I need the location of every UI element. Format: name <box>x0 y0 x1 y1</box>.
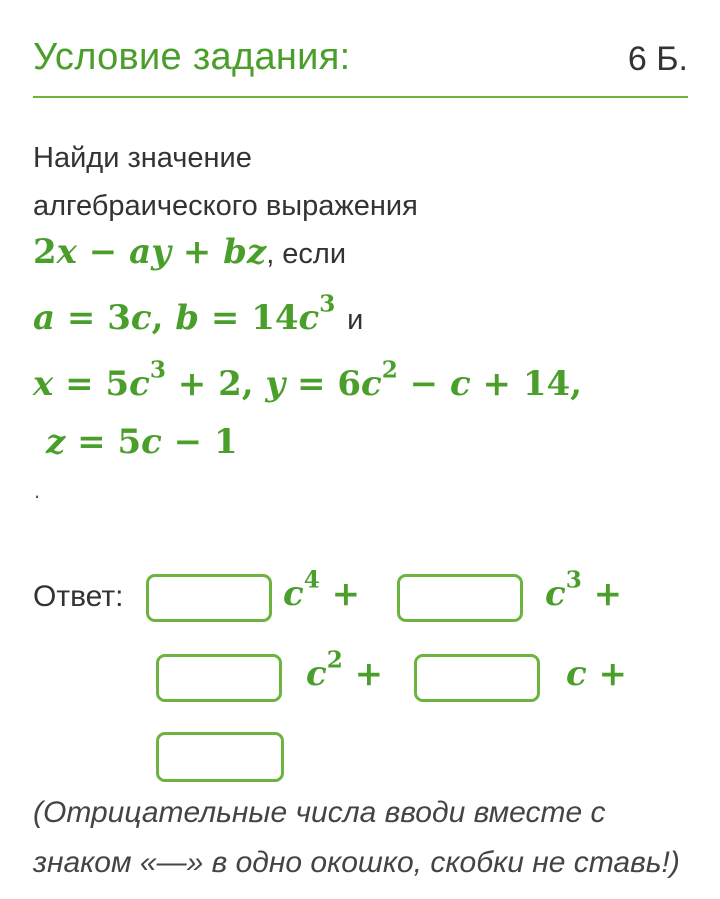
term-c2: $c^2$ + <box>306 646 384 694</box>
task-title: Условие задания: <box>33 36 351 78</box>
answer-input-c2[interactable] <box>156 654 282 702</box>
task-text-line2: алгебраического выражения <box>33 190 418 222</box>
if-word: , если <box>266 238 347 270</box>
condition-ab: a = 3c, $b = 14c^3$ и <box>33 290 364 338</box>
answer-input-const[interactable] <box>156 732 284 782</box>
answer-input-c3[interactable] <box>397 574 523 622</box>
condition-z: z = 5c − 1 <box>46 422 238 462</box>
expression: 2x − ay + bz <box>33 232 267 272</box>
answer-input-c4[interactable] <box>146 574 272 622</box>
answer-label: Ответ: <box>33 580 124 613</box>
separator-dot: . <box>34 478 41 503</box>
task-header <box>33 36 688 84</box>
note-line1: (Отрицательные числа вводи вместе с <box>33 796 606 829</box>
term-c3: $c^3$ + <box>545 566 623 614</box>
note-line2: знаком «—» в одно окошко, скобки не ставь!) <box>33 846 680 879</box>
task-points: 6 Б. <box>627 40 688 78</box>
task-text-line1: Найди значение <box>33 142 252 174</box>
term-c: c + <box>566 654 628 694</box>
term-c4: $c^4$ + <box>283 566 361 614</box>
answer-input-c1[interactable] <box>414 654 540 702</box>
header-divider <box>33 96 688 98</box>
expression-line <box>33 232 346 272</box>
and-word: и <box>347 304 364 336</box>
condition-xy: $x = 5c^3 + 2$, $y = 6c^2 - c + 14$, <box>33 356 582 404</box>
